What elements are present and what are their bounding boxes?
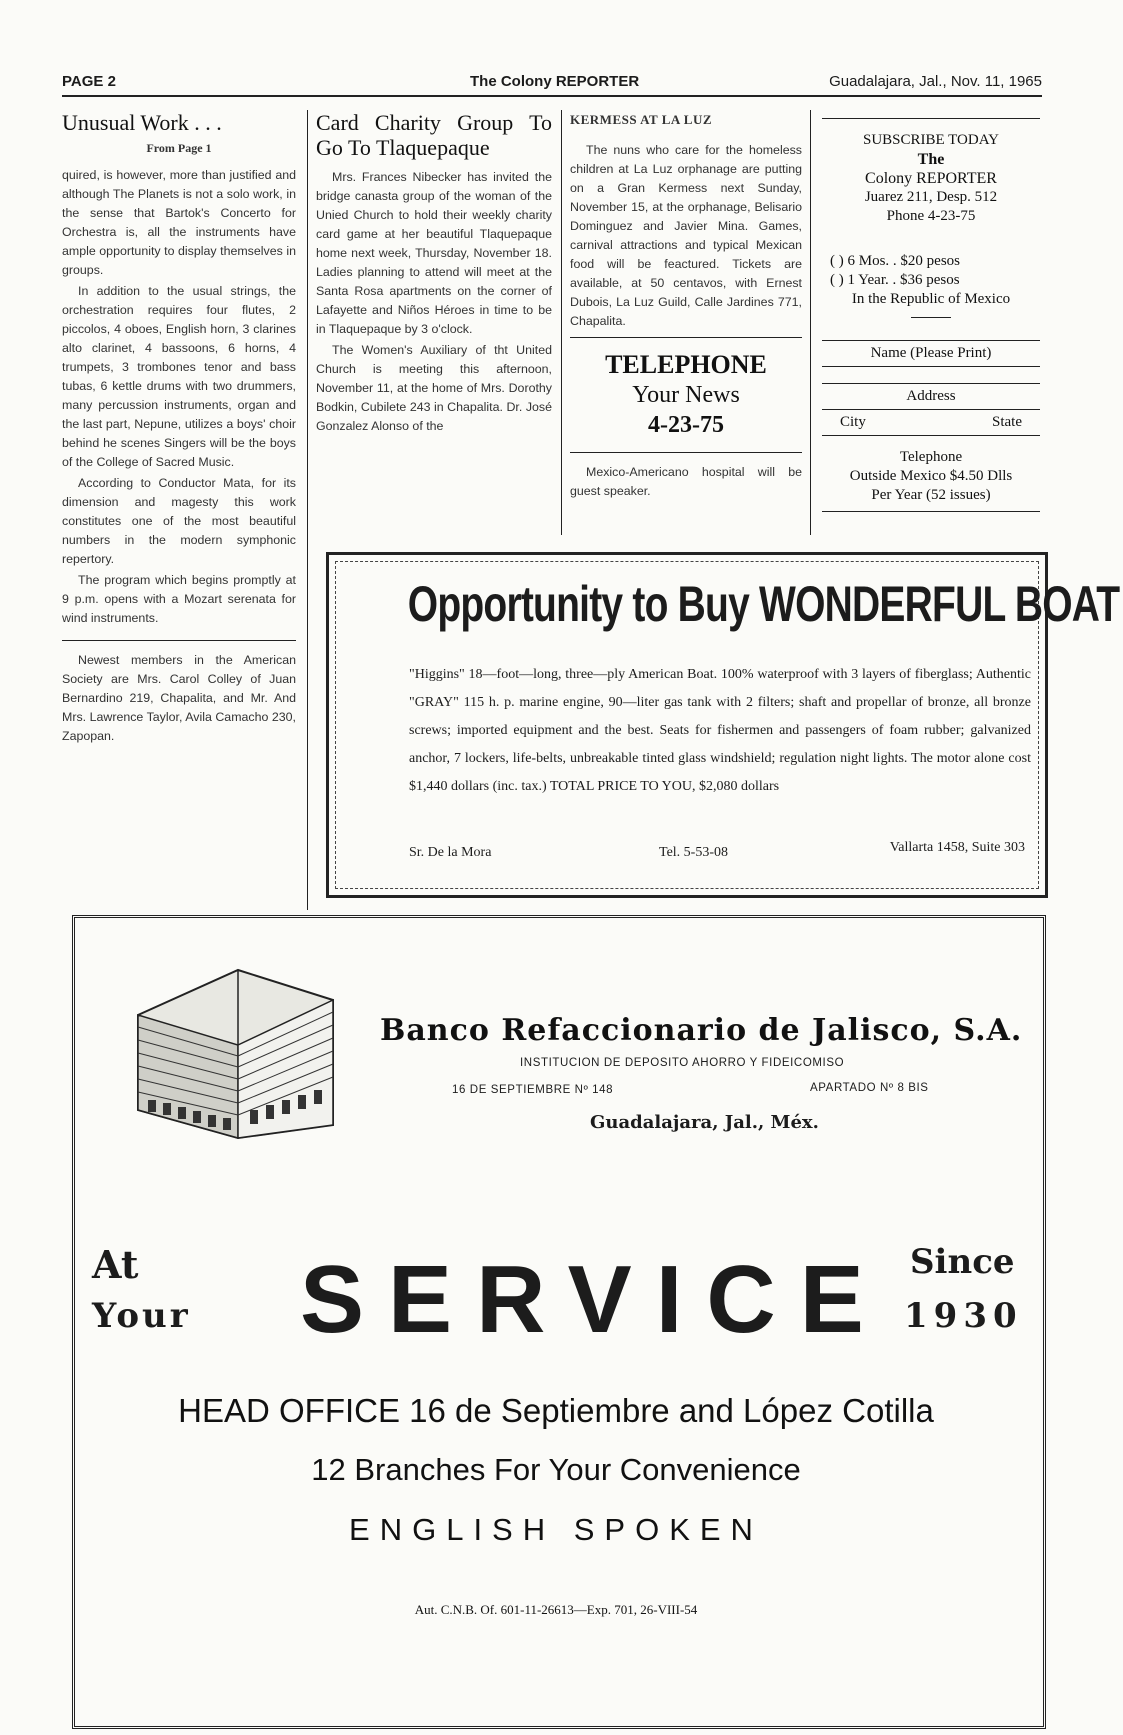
bank-building-icon — [118, 960, 348, 1140]
outside-mexico-issues: Per Year (52 issues) — [871, 487, 991, 503]
since-label: Since — [910, 1242, 1015, 1282]
column-unusual-work — [62, 110, 296, 748]
paragraph: According to Conductor Mata, for its dimension and magesty this work constitutes one of the most beautiful numbers in the modern symphonic repertory. — [62, 476, 296, 566]
column-divider — [570, 337, 802, 338]
column-divider — [570, 452, 802, 453]
masthead — [62, 73, 1042, 95]
telephone-your-news — [570, 350, 802, 440]
subscribe-title: SUBSCRIBE TODAY — [862, 132, 1000, 148]
dateline: Guadalajara, Jal., Nov. 11, 1965 — [829, 73, 1042, 90]
option-six-months[interactable]: ( ) 6 Mos. . $20 pesos — [830, 253, 960, 269]
option-one-year[interactable]: ( ) 1 Year. . $36 pesos — [830, 272, 960, 288]
boat-ad-contact: Sr. De la Mora — [409, 845, 492, 860]
page-number: PAGE 2 — [62, 73, 116, 90]
paragraph: In addition to the usual strings, the orchestration requires four flutes, 2 piccolos, 4 oboes, English horn, 3 clarines alto clarinet, 4 bassoons, 6 horns, 4 trumpets, 3 trombones tenor and bass tubas, 6 kettle drums with two drummers, many percussion instruments, organ and the last part, Nepune, utilizes a boys' choir behind he scenes Singers will be the boys of the College of Sacred Music. — [62, 284, 296, 469]
from-page-label: From Page 1 — [146, 141, 212, 155]
service-word: SERVICE — [300, 1246, 888, 1353]
headline-unusual-work: Unusual Work . . . — [62, 110, 222, 135]
state-label: State — [992, 414, 1022, 430]
subscribe-address: Juarez 211, Desp. 512 — [864, 189, 998, 205]
telephone-field[interactable]: Telephone — [899, 449, 963, 465]
column-rule — [561, 110, 562, 535]
your-news-label: Your News — [632, 382, 740, 408]
column-kermess — [570, 110, 802, 503]
paragraph: The program which begins promptly at 9 p.m. opens with a Mozart serenata for wind instruments. — [62, 573, 296, 625]
paragraph: The nuns who care for the homeless children at La Luz orphanage are putting on a Gran Kermess next Sunday, November 15, at the orphanage, Belisario Dominguez and Javier Mina. Games, carnival attractions and typical Mexican food will be feactured. Tickets are available, at 50 centavos, with Ernest Dubois, La Luz Guild, Calle Jardines 771, Chapalita. — [570, 143, 802, 328]
column-rule — [307, 110, 308, 910]
paragraph: The Women's Auxiliary of tht United Church is meeting this afternoon, November 11, at the home of Mrs. Dorothy Bodkin, Cubilete 243 in Chapalita. Dr. José Gonzalez Alonso of the — [316, 343, 552, 433]
subscribe-the: The — [917, 151, 945, 168]
telephone-number: 4-23-75 — [648, 412, 724, 438]
bank-city: Guadalajara, Jal., Méx. — [590, 1112, 819, 1133]
members-note: Newest members in the American Society are Mrs. Carol Colley of Juan Bernardino 219, Chapalita, and Mr. And Mrs. Lawrence Taylor, Avila Camacho 230, Zapopan. — [62, 653, 296, 743]
bank-street: 16 DE SEPTIEMBRE Nº 148 — [452, 1084, 614, 1096]
outside-mexico-price: Outside Mexico $4.50 Dlls — [849, 468, 1013, 484]
headline-kermess: KERMESS AT LA LUZ — [570, 112, 713, 127]
paragraph: quired, is however, more than justified and although The Planets is not a solo work, in the sense that Bartok's Concerto for Orchestra is, all the instruments have ample opportunity to display themselves in groups. — [62, 168, 296, 277]
head-office: HEAD OFFICE 16 de Septiembre and López Cotilla — [178, 1392, 934, 1429]
address-field[interactable]: Address — [822, 384, 1040, 410]
paragraph: Mrs. Frances Nibecker has invited the bridge canasta group of the woman of the Unied Church to hold their weekly charity card game at her beautiful Tlaquepaque home next week, Thursday, November 18. Ladies planning to attend will meet at the Santa Rosa apartments on the corner of Lafayette and Niños Héroes in time to be in Tlaquepaque by 3 o'clock. — [316, 170, 552, 336]
subscribe-box — [822, 118, 1040, 512]
branches: 12 Branches For Your Convenience — [311, 1452, 801, 1487]
at-label: At — [92, 1242, 139, 1287]
short-rule — [911, 317, 951, 318]
boat-ad-title: Opportunity to Buy WONDERFUL BOAT — [407, 576, 1120, 632]
paragraph: Mexico-Americano hospital will be guest speaker. — [570, 465, 802, 498]
boat-advertisement — [326, 552, 1120, 898]
newspaper-title: The Colony REPORTER — [470, 73, 640, 90]
city-label: City — [840, 414, 866, 430]
bank-name: Banco Refaccionario de Jalisco, S.A. — [380, 1013, 1023, 1048]
bank-institution: INSTITUCION DE DEPOSITO AHORRO Y FIDEICOMISO — [520, 1057, 845, 1069]
telephone-label: TELEPHONE — [605, 350, 767, 379]
boat-ad-phone: Tel. 5-53-08 — [659, 845, 729, 860]
column-card-charity — [316, 110, 552, 438]
your-label: Your — [92, 1296, 191, 1336]
boat-ad-body: "Higgins" 18—foot—long, three—ply American Boat. 100% waterproof with 3 layers of fiberglass; Authentic "GRAY" 115 h. p. marine engine, 90—liter gas tank with 2 filters; shaft and propellar of bronze, all bronze screws; imported equipment and the best. Seats for fishermen and passengers of foam rubber; galvanized anchor, 7 lockers, life-belts, unbreakable tinted glass windshield; regulation night lights. The motor alone cost $1,440 dollars (inc. tax.) TOTAL PRICE TO YOU, $2,080 dollars — [409, 667, 1031, 794]
city-state-field[interactable] — [822, 410, 1040, 436]
bank-apartado: APARTADO Nº 8 BIS — [810, 1082, 929, 1094]
english-spoken: ENGLISH SPOKEN — [349, 1512, 763, 1547]
since-year: 1930 — [904, 1296, 1023, 1336]
column-divider — [62, 640, 296, 641]
column-rule — [810, 110, 811, 535]
boat-ad-address: Vallarta 1458, Suite 303 — [889, 840, 1025, 855]
name-field[interactable]: Name (Please Print) — [822, 340, 1040, 367]
republic-note: In the Republic of Mexico — [851, 291, 1011, 307]
masthead-rule — [62, 95, 1042, 97]
subscribe-paper: Colony REPORTER — [865, 170, 997, 187]
headline-card-charity: Card Charity Group To Go To Tlaquepaque — [316, 110, 552, 160]
subscribe-phone: Phone 4-23-75 — [886, 208, 976, 224]
authorization-number: Aut. C.N.B. Of. 601-11-26613—Exp. 701, 26-VIII-54 — [414, 1602, 698, 1617]
